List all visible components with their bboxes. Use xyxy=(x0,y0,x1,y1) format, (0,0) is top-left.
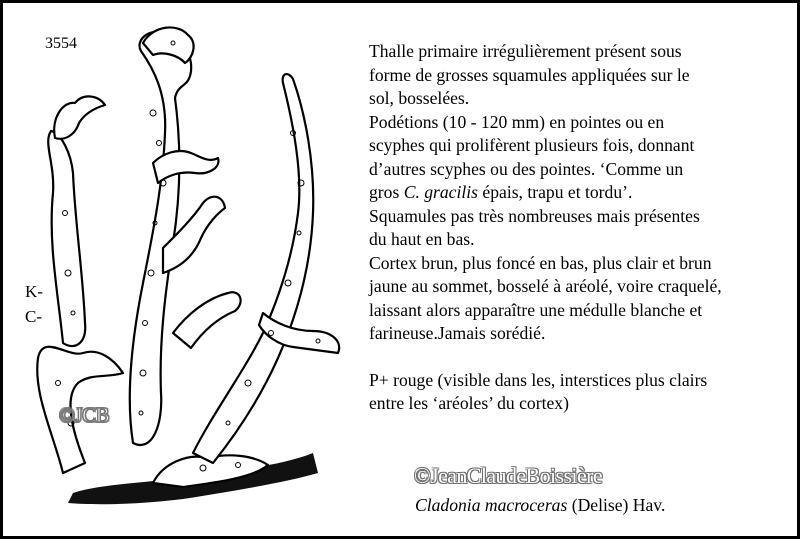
description-line: d’autres scyphes ou des pointes. ‘Comme un xyxy=(369,158,684,179)
description-line: Squamules pas très nombreuses mais présentes xyxy=(369,205,700,226)
species-binomial: Cladonia macroceras xyxy=(415,495,568,515)
description-line: laissant alors apparaître une médulle blanche et xyxy=(369,299,703,320)
illustration-branch-upper xyxy=(153,151,218,183)
reaction-c: C- xyxy=(25,307,42,326)
reaction-description-line: entre les ‘aréoles’ du cortex) xyxy=(369,393,569,413)
gracilis-before: gros xyxy=(369,182,404,202)
description-line: du haut en bas. xyxy=(369,229,475,249)
description-line: Cortex brun, plus foncé en bas, plus clair et brun xyxy=(369,252,712,273)
gracilis-taxon: C. gracilis xyxy=(403,182,478,202)
species-authority: (Delise) Hav. xyxy=(567,495,666,515)
description-line: forme de grosses squamules appliquées sur le xyxy=(369,64,690,85)
description-line: sol, bosselées. xyxy=(369,88,470,108)
reaction-description-line: P+ rouge (visible dans les, interstices plus clairs xyxy=(369,369,708,390)
description-line-gracilis xyxy=(369,181,789,205)
illustration-tip-far-left xyxy=(54,96,105,138)
description-line: farineuse.Jamais sorédié. xyxy=(369,323,546,343)
gracilis-after: épais, trapu et tordu’. xyxy=(478,182,633,202)
species-description xyxy=(369,40,789,416)
reaction-list xyxy=(25,279,43,329)
plate-number: 3554 xyxy=(45,35,77,52)
description-line: scyphes qui prolifèrent plusieurs fois, donnant xyxy=(369,135,695,155)
illustration-podetium-far-left xyxy=(48,131,85,346)
reaction-k: K- xyxy=(25,282,43,301)
species-name xyxy=(415,495,665,516)
description-line: jaune au sommet, bosselé à aréolé, voire craquelé, xyxy=(369,276,722,296)
description-line: Podétions (10 - 120 mm) en pointes ou en xyxy=(369,111,665,132)
watermark-jcb: ©JCB xyxy=(59,403,110,427)
watermark-author: ©JeanClaudeBoissière xyxy=(414,463,602,488)
description-line: Thalle primaire irrégulièrement présent sous xyxy=(369,41,682,61)
lichen-illustration xyxy=(13,13,358,513)
illustration-podetium-mid xyxy=(173,292,241,348)
